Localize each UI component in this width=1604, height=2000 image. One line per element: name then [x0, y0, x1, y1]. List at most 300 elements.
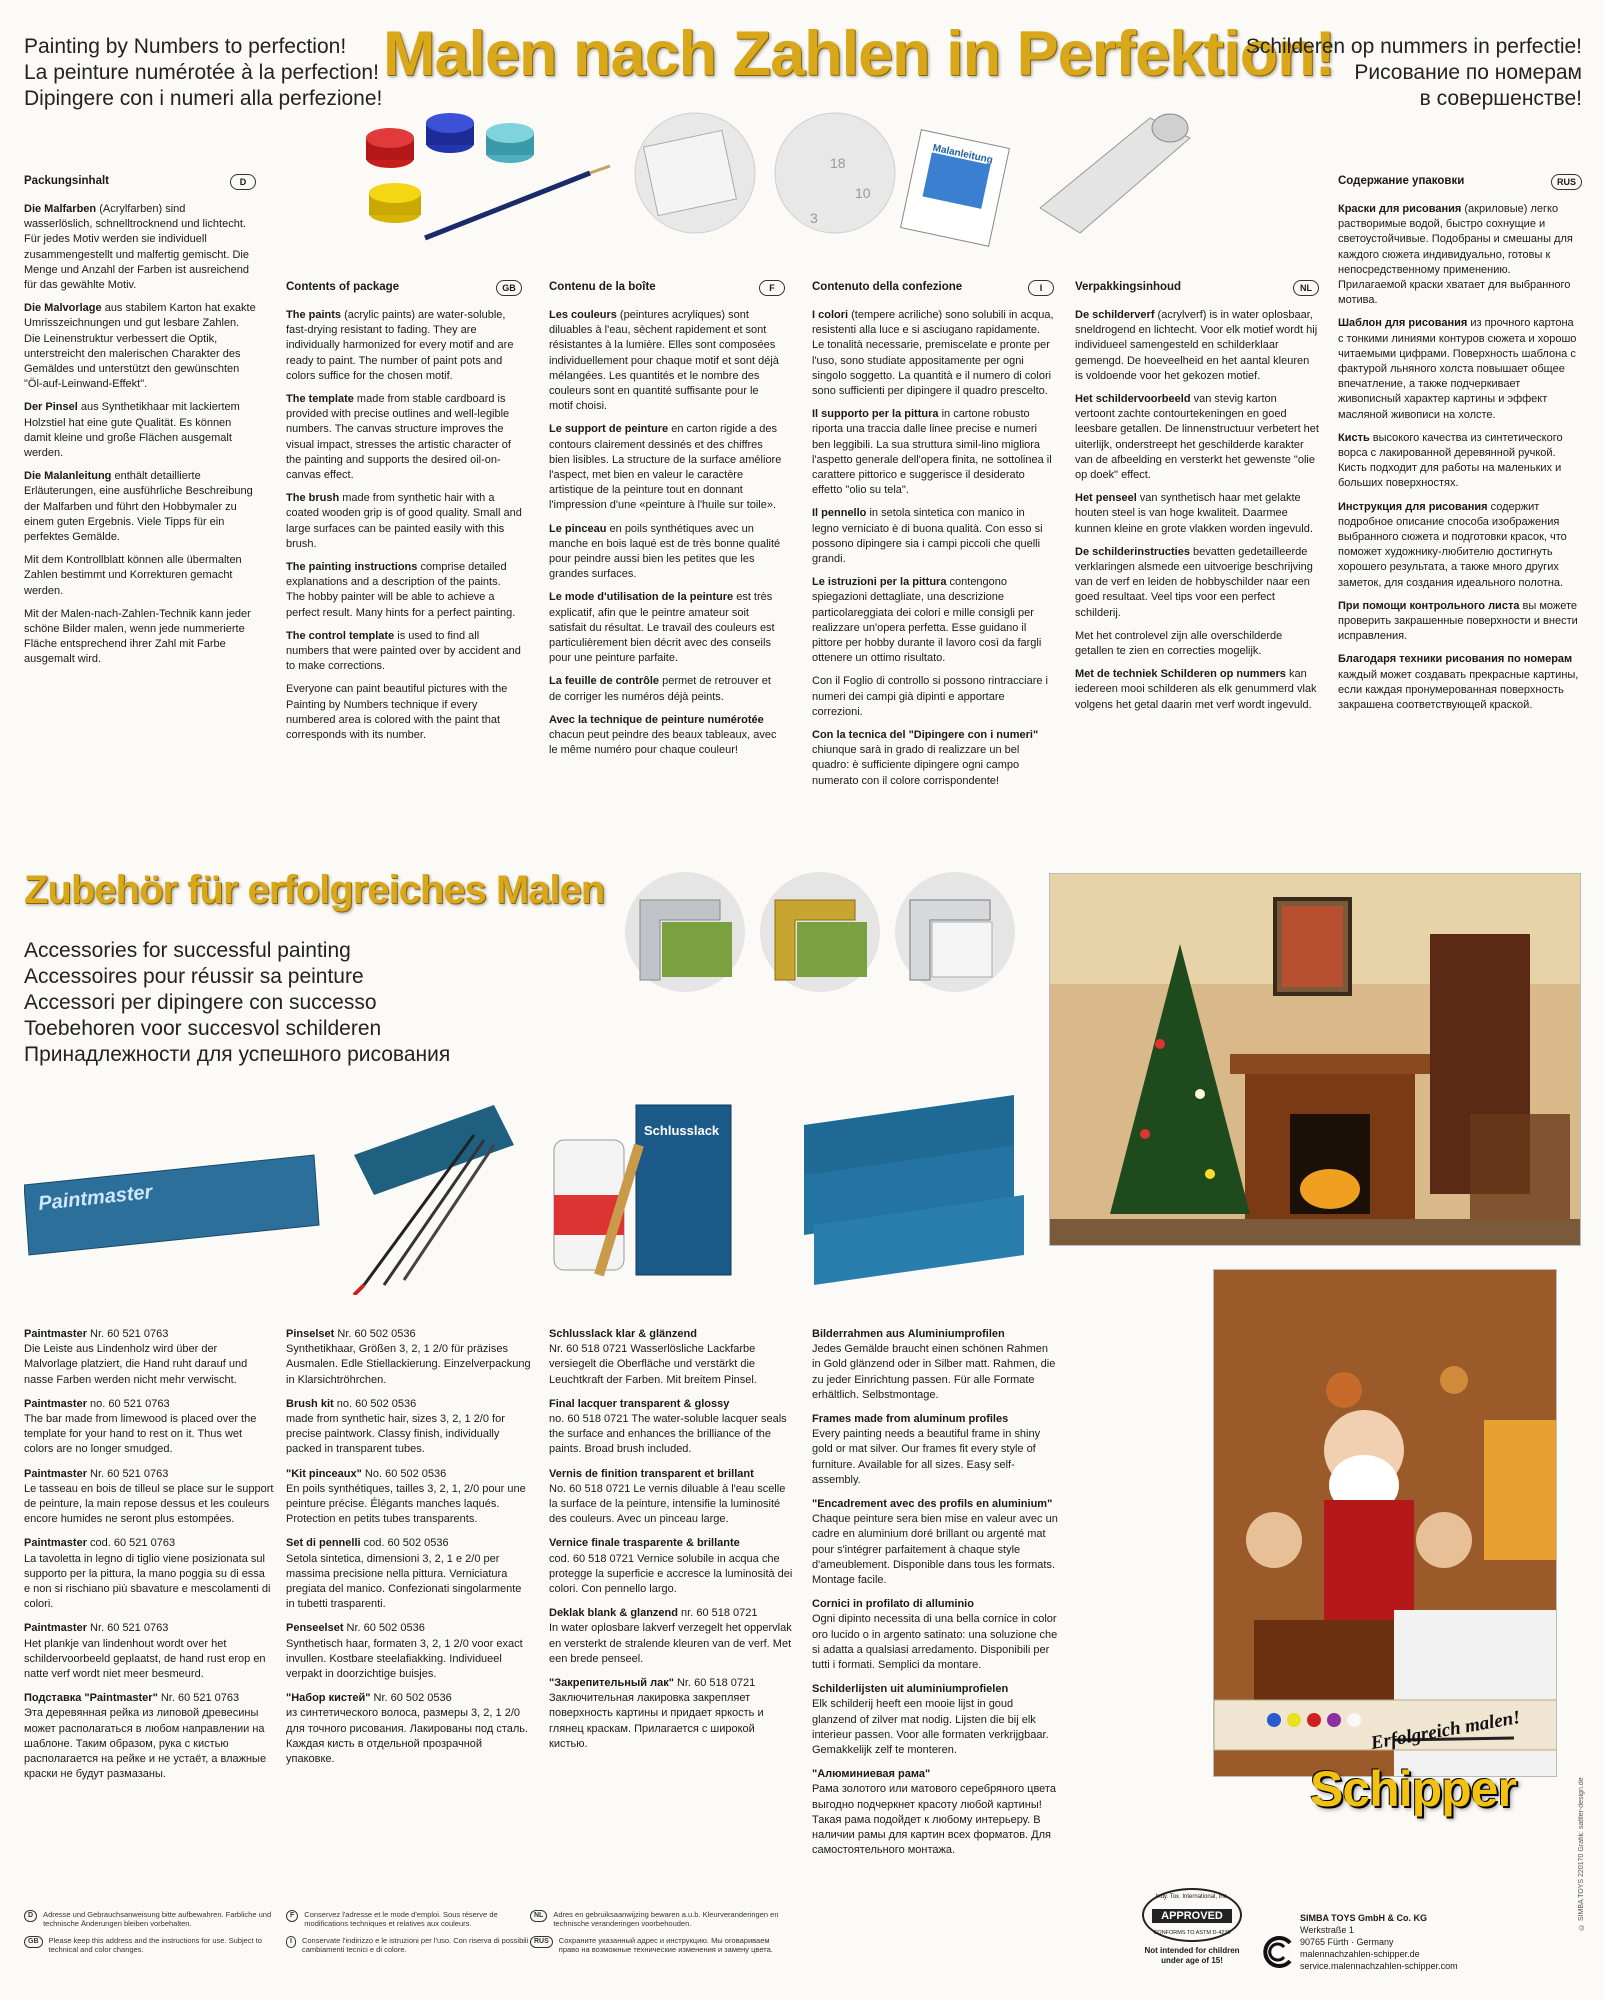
accessory-item-title: Set di pennelli	[286, 1537, 361, 1550]
accessory-item-title: Vernis de finition transparent et brillant	[549, 1467, 754, 1480]
paragraph-lead: Le mode d'utilisation de la peinture	[549, 591, 734, 604]
paragraph-text: aus Synthetikhaar mit lackiertem Holzstiel hat eine gute Qualität. Es können damit kleine und große Flächen ausgemalt werden.	[24, 401, 240, 460]
package-paragraph	[1338, 431, 1582, 492]
accessory-item	[286, 1691, 532, 1767]
seal-top-text: Indy. Tox. International, Inc.	[1155, 1894, 1229, 1900]
brand-name: Schipper	[1310, 1761, 1516, 1817]
address-line-2: 90765 Fürth · Germany	[1300, 1937, 1394, 1947]
frame-samples-illustration	[620, 870, 1030, 1000]
accessory-item-title: Schilderlijsten uit aluminiumprofielen	[812, 1683, 1009, 1696]
package-paragraph	[549, 308, 785, 414]
paragraph-text: permet de retrouver et de corriger les numéros déjà peints.	[549, 675, 771, 703]
package-heading-de: Packungsinhalt	[24, 175, 109, 188]
paragraph-text: Mit dem Kontrollblatt können alle übermalten Zahlen bestimmt und Korrekturen gemacht werden.	[24, 554, 242, 597]
page-title: Malen nach Zahlen in Perfektion!	[383, 19, 1335, 89]
final-lacquer-image	[554, 1105, 731, 1275]
accessory-item-heading	[812, 1682, 1058, 1697]
package-paras-nl	[1075, 308, 1319, 713]
service-link[interactable]: service.malennachzahlen-schipper.com	[1300, 1961, 1458, 1971]
accessory-item-description: made from synthetic hair, sizes 3, 2, 1 2/0 for precise paintwork. Classy finish, individually packed in transparent tubes.	[286, 1413, 505, 1456]
paragraph-text: in cartone robusto riporta una traccia dalle linee precise e numeri ben leggibili. La sua struttura simil-lino migliora l'aspetto generale dell'opera finita, ne sottolinea il carattere pittorico e suggerisce il desiderato effetto "olio su tela".	[812, 408, 1052, 497]
accessory-item-number: Nr. 60 521 0763	[86, 1328, 169, 1340]
paragraph-text: из прочного картона с тонкими линиями контуров сюжета и хорошо читаемыми цифрами. Поверхность шаблона с фактурой льняного холста повышает общее впечатление, а также подчеркивает живописный характер картины и эффект масляной живописи на холсте.	[1338, 317, 1577, 421]
paragraph-text: contengono spiegazioni dettagliate, una descrizione particolareggiata dei colori e mille consigli per realizzare un'opera perfetta. Esse guidano il pittore per hobby durante il lavoro così da fargli ottenere un ottimo risultato.	[812, 576, 1042, 665]
paragraph-lead: La feuille de contrôle	[549, 675, 660, 688]
header-line-ru-2: в совершенстве!	[1419, 87, 1582, 110]
paragraph-text: aus stabilem Karton hat exakte Umrisszeichnungen und gut lesbare Zahlen. Die Leinenstruktur verbessert die Optik, unterstreicht den malerischen Charakter des Gemäldes und unterstützt den gewünschten "Öl-auf-Leinwand-Effekt".	[24, 302, 256, 391]
accessory-item-heading	[549, 1536, 795, 1551]
accessory-item-title: Подставка "Paintmaster"	[24, 1692, 158, 1705]
package-paragraph	[24, 301, 256, 392]
accessory-item	[24, 1467, 274, 1528]
company-name: SIMBA TOYS GmbH & Co. KG	[1300, 1913, 1428, 1923]
package-paragraph	[1075, 667, 1319, 713]
package-paragraph	[286, 560, 522, 621]
package-paragraph	[1338, 599, 1582, 645]
accessory-item-title: Paintmaster	[24, 1537, 87, 1550]
paragraph-text: en carton rigide a des contours clairement dessinés et des chiffres bien lisibles. La structure de la surface améliore l'aspect, met bien en valeur le caractère artistique de la peinture tout en donnant l'impression d'une «peinture à l'huile sur toile».	[549, 423, 782, 512]
package-paragraph	[812, 728, 1054, 789]
paragraph-lead: De schilderverf	[1075, 309, 1155, 321]
accessories-column-frames	[812, 1327, 1058, 1868]
package-paragraph	[812, 674, 1054, 720]
package-paragraph	[1075, 545, 1319, 621]
accessory-item-heading	[549, 1397, 795, 1412]
paragraph-lead: Кисть	[1338, 431, 1370, 444]
paragraph-text: chacun peut peindre des beaux tableaux, avec le même numéro pour chaque couleur!	[549, 729, 777, 757]
accessories-subtitle-it: Accessori per dipingere con successo	[24, 991, 377, 1014]
paragraph-lead: The template	[286, 393, 354, 406]
accessory-item-title: Deklak blank & glanzend	[549, 1607, 678, 1620]
accessory-item-title: "Kit pinceaux"	[286, 1467, 362, 1480]
santa-painting-photo	[1213, 1269, 1557, 1777]
package-paragraph	[812, 506, 1054, 567]
accessory-item-heading	[812, 1327, 1058, 1342]
paragraph-lead: Die Malanleitung	[24, 470, 112, 483]
accessory-item	[286, 1327, 532, 1388]
package-column-ru	[1338, 174, 1582, 721]
paragraph-text: Everyone can paint beautiful pictures with the Painting by Numbers technique if every numbered area is colored with the paint that corresponds with its number.	[286, 683, 508, 742]
header-line-en: Painting by Numbers to perfection!	[24, 35, 347, 58]
accessory-item	[24, 1691, 274, 1782]
accessory-item-description: No. 60 518 0721 Le vernis diluable à l'eau scelle la surface de la peinture, intensifie la luminosité des couleurs. Avec un pinceau large.	[549, 1482, 786, 1526]
package-paragraph	[1338, 316, 1582, 422]
paragraph-text: enthält detaillierte Erläuterungen, eine ausführliche Beschreibung der Malfarben und führt den Hobbymaler zu einem guten Ergebnis. Viele Tipps für ein perfektes Gemälde.	[24, 470, 253, 544]
package-heading-nl: Verpakkingsinhoud	[1075, 281, 1182, 294]
package-paragraph	[549, 713, 785, 759]
accessory-item-title: Paintmaster	[24, 1622, 87, 1635]
accessory-item-number: cod. 60 502 0536	[360, 1537, 449, 1550]
package-paras-de	[24, 202, 256, 668]
accessory-item-heading	[812, 1497, 1058, 1512]
paragraph-text: made from synthetic hair with a coated wooden grip is of good quality. Small and large surfaces can be painted easily with this brush.	[286, 492, 522, 550]
lang-badge-it: I	[1028, 280, 1054, 296]
footer-note-it: I Conservate l'indirizzo e le istruzioni per l'uso. Con riserva di possibili cambiamenti tecnici e di colore.	[286, 1936, 534, 1954]
instructions-booklet-image	[901, 130, 1010, 247]
accessory-item	[286, 1621, 532, 1682]
accessory-item-heading	[286, 1691, 532, 1706]
accessory-item	[812, 1497, 1058, 1588]
paragraph-lead: Le istruzioni per la pittura	[812, 576, 947, 589]
accessory-item-title: Penseelset	[286, 1622, 344, 1635]
footer-note-nl: NL Adres en gebruiksaanwijzing bewaren a.u.b. Kleurveranderingen en technische veranderingen voorbehouden.	[530, 1910, 780, 1928]
lang-badge-gb: GB	[496, 280, 522, 296]
header-line-it: Dipingere con i numeri alla perfezione!	[24, 87, 383, 110]
lang-badge-fr: F	[759, 280, 785, 296]
paragraph-text: каждый может создавать прекрасные картины, если каждая пронумерованная поверхность закрашена соответствующей краской.	[1338, 668, 1579, 712]
accessory-item-description: Jedes Gemälde braucht einen schönen Rahmen in Gold glänzend oder in Silber matt. Rahmen, die zu jeder Einrichtung passen. Für alle Formate erhältlich. Selbstmontage.	[812, 1343, 1056, 1401]
package-column-fr	[549, 280, 785, 766]
accessory-item-description: In water oplosbare lakverf verzegelt het oppervlak en versterkt de stralende kleuren van de verf. Met een brede penseel.	[549, 1622, 792, 1665]
lang-badge-de: D	[230, 174, 256, 190]
package-paragraph	[812, 575, 1054, 666]
paragraph-text: is used to find all numbers that were painted over by accident and to make corrections.	[286, 629, 521, 673]
package-contents-illustration	[350, 98, 1210, 248]
package-paragraph	[1075, 629, 1319, 659]
paragraph-text: van stevig karton vertoont zachte contourtekeningen en goed leesbare getallen. De linnenstructuur verbetert het uiterlijk, onderstreept het geschilderde karakter van de afbeelding en versterkt het gewenste "olie op doek" effect.	[1075, 393, 1319, 482]
accessory-item-description: Die Leiste aus Lindenholz wird über der Malvorlage platziert, die Hand ruht darauf und nasse Farben werden nicht mehr verwischt.	[24, 1343, 248, 1386]
accessory-item-title: Cornici in profilato di alluminio	[812, 1598, 974, 1611]
paragraph-lead: Der Pinsel	[24, 401, 78, 414]
accessory-item-heading	[549, 1606, 795, 1621]
paragraph-lead: Les couleurs	[549, 309, 617, 321]
package-paragraph	[549, 674, 785, 704]
accessories-subtitles	[24, 938, 450, 1068]
accessory-item-title: Bilderrahmen aus Aluminiumprofilen	[812, 1328, 1005, 1340]
footer-note-ru: RUS Сохраните указанный адрес и инструкцию. Мы оговариваем право на возможные технические изменения и замену цвета.	[530, 1936, 780, 1954]
package-paragraph	[286, 682, 522, 743]
footer-notes	[24, 1910, 534, 1954]
paragraph-lead: I colori	[812, 309, 849, 321]
accessory-item-number: nr. 60 518 0721	[677, 1607, 758, 1620]
package-paragraph	[1075, 491, 1319, 537]
accessory-item-heading	[812, 1767, 1058, 1782]
accessory-item-description: Le tasseau en bois de tilleul se place sur le support de peinture, la main repose dessus et les couleurs encore humides ne seront plus estompées.	[24, 1482, 274, 1526]
paragraph-lead: Die Malfarben	[24, 203, 97, 215]
brand-tagline: Erfolgreich malen!	[1369, 1707, 1523, 1755]
accessory-item-heading	[286, 1467, 532, 1482]
seal-bottom-text: CONFORMS TO ASTM D-4236	[1153, 1930, 1231, 1936]
accessory-item-description: Ogni dipinto necessita di una bella cornice in color oro lucido o in argento satinato: una soluzione che si adatta a qualsiasi arredamento. Disponibili per tutti i formati. Semplici da montare.	[812, 1613, 1058, 1672]
accessory-item-number: Nr. 60 521 0763	[157, 1692, 240, 1705]
package-paragraph	[24, 202, 256, 293]
accessory-item-title: Frames made from aluminum profiles	[812, 1413, 1009, 1426]
paragraph-text: van synthetisch haar met gelakte houten steel is van hoge kwaliteit. Daarmee kunnen kleine en grote vlakken worden ingevuld.	[1075, 492, 1313, 535]
paragraph-lead: The control template	[286, 629, 395, 642]
paragraph-lead: Благодаря техники рисования по номерам	[1338, 653, 1573, 666]
paragraph-text: comprise detailed explanations and a description of the paints. The hobby painter will be able to achieve a perfect result. Many hints for a perfect painting.	[286, 561, 516, 619]
accessory-item	[24, 1621, 274, 1682]
accessory-item	[812, 1412, 1058, 1488]
accessory-item	[286, 1467, 532, 1528]
paragraph-lead: Шаблон для рисования	[1338, 317, 1468, 330]
accessories-subtitle-en: Accessories for successful painting	[24, 939, 351, 962]
svg-text:Malanleitung: Malanleitung	[931, 142, 994, 167]
accessory-item-heading	[24, 1536, 274, 1551]
footer-note-gb: GB Please keep this address and the instructions for use. Subject to technical and color changes.	[24, 1936, 272, 1954]
accessory-item-heading	[812, 1597, 1058, 1612]
accessory-item-title: Paintmaster	[24, 1328, 87, 1340]
paragraph-text: en poils synthétiques avec un manche en bois laqué est de très bonne qualité pour peindre aussi bien les petites que les grandes surfaces.	[549, 522, 781, 581]
svg-text:10: 10	[855, 185, 871, 201]
package-column-gb	[286, 280, 522, 751]
accessories-column-paintmaster	[24, 1327, 274, 1791]
svg-text:Schlusslack: Schlusslack	[644, 1123, 720, 1138]
accessory-item-number: Nr. 60 521 0763	[86, 1622, 169, 1635]
paragraph-text: Con il Foglio di controllo si possono rintracciare i numeri dei campi già dipinti e apportare correzioni.	[812, 675, 1048, 718]
accessories-column-brushes	[286, 1327, 532, 1776]
package-paras-fr	[549, 308, 785, 758]
paint-pots-image	[366, 113, 610, 238]
paragraph-text: (Acrylfarben) sind wasserlöslich, schnelltrocknend und lichtecht. Für jedes Motiv werden sie individuell zusammengestellt und malfertig gemischt. Die Menge und Anzahl der Farben ist ausreichend für das gewählte Motiv.	[24, 203, 250, 292]
package-heading-gb: Contents of package	[286, 281, 400, 294]
paragraph-lead: Avec la technique de peinture numérotée	[549, 713, 764, 726]
package-paragraph	[24, 469, 256, 545]
accessory-item-description: Эта деревянная рейка из липовой древесины может располагаться в любом направлении на шаблоне. Таким образом, рука с кистью располагается на рейке и не устаёт, а влажные краски не будут размазаны.	[24, 1707, 267, 1781]
package-paragraph	[286, 308, 522, 384]
paragraph-text: Mit der Malen-nach-Zahlen-Technik kann jeder schöne Bilder malen, wenn jede nummerierte Fläche entsprechend ihrer Zahl mit Farbe ausgemalt wird.	[24, 607, 251, 666]
accessory-item-title: "Закрепительный лак"	[549, 1677, 674, 1690]
simba-logo-icon	[1262, 1935, 1296, 1969]
package-paragraph	[549, 422, 785, 513]
accessory-item-heading	[24, 1691, 274, 1706]
brush-kit-image	[354, 1105, 514, 1295]
paragraph-text: in setola sintetica con manico in legno verniciato è di buona qualità. Con esso si possono dipingere sia i campi piccoli che quelli grandi.	[812, 507, 1043, 566]
approved-label: APPROVED	[1152, 1909, 1232, 1923]
package-paragraph	[549, 590, 785, 666]
accessory-item	[549, 1327, 795, 1388]
package-heading-fr: Contenu de la boîte	[549, 281, 656, 294]
accessory-item	[812, 1327, 1058, 1403]
accessory-item-number: Nr. 60 502 0536	[334, 1328, 416, 1340]
accessory-item-description: En poils synthétiques, tailles 3, 2, 1, 2/0 pour une peinture précise. Élégants manches laqués. Protection en petits tubes transparents.	[286, 1482, 526, 1526]
paragraph-text: (acrylic paints) are water-soluble, fast-drying resistant to fading. They are individually harmonized for every motif and are ready to paint. The number of paint pots and colors suffice for the chosen motif.	[286, 309, 514, 382]
header-line-nl: Schilderen op nummers in perfectie!	[1245, 35, 1582, 58]
paragraph-lead: Il supporto per la pittura	[812, 408, 939, 421]
package-paragraph	[1075, 308, 1319, 384]
package-paras-it	[812, 308, 1054, 789]
aluminium-frames-image	[804, 1095, 1024, 1285]
footer-note-fr: F Conservez l'adresse et le mode d'emploi. Sous réserve de modifications techniques et relatives aux couleurs.	[286, 1910, 534, 1928]
accessory-item-description: Рама золотого или матового серебряного цвета выгодно подчеркнет красоту любой картины! Такая рама подойдет к любому интерьеру. В наличии рамы для картин всех форматов. Для самостоятельного монтажа.	[812, 1783, 1056, 1857]
accessories-subtitle-nl: Toebehoren voor succesvol schilderen	[24, 1017, 382, 1040]
svg-text:3: 3	[810, 210, 818, 226]
accessory-item-title: "Набор кистей"	[286, 1692, 371, 1705]
accessory-item-heading	[286, 1536, 532, 1551]
accessory-item	[24, 1327, 274, 1388]
footer-note-de: D Adresse und Gebrauchsanweisung bitte aufbewahren. Farbliche und technische Änderungen bleiben vorbehalten.	[24, 1910, 272, 1928]
package-paragraph	[24, 607, 256, 668]
accessory-item-heading	[812, 1412, 1058, 1427]
accessory-item-description: Chaque peinture sera bien mise en valeur avec un cadre en aluminium doré brillant ou argenté mat pour s'intégrer parfaitement à chaque style d'ameublement. Disponible dans tous les formats. Montage facile.	[812, 1513, 1058, 1587]
accessory-item-description: Every painting needs a beautiful frame in shiny gold or mat silver. Our frames fit every style of furniture. Available for all sizes. Easy self-assembly.	[812, 1428, 1041, 1486]
accessory-item	[812, 1597, 1058, 1673]
package-paragraph	[286, 629, 522, 675]
package-paragraph	[286, 392, 522, 483]
header-right-lines	[1246, 34, 1582, 112]
accessory-item-description: The bar made from limewood is placed over the template for your hand to rest on it. Thus wet colors are no longer smudged.	[24, 1413, 257, 1456]
accessories-subtitle-ru: Принадлежности для успешного рисования	[24, 1043, 451, 1066]
lang-badge-nl: NL	[1293, 280, 1319, 296]
accessory-item-heading	[286, 1621, 532, 1636]
paragraph-text: chiunque sarà in grado di realizzare un bel quadro: è sufficiente dipingere ogni campo numerato con il colore corrispondente!	[812, 744, 1020, 787]
paragraph-text: est très explicatif, afin que le peintre amateur soit satisfait du résultat. Le travail des couleurs est particulièrement bien décrit avec des conseils pour une peinture parfaite.	[549, 591, 775, 665]
accessory-item-title: Paintmaster	[24, 1467, 87, 1480]
paragraph-lead: Met de techniek Schilderen op nummers	[1075, 668, 1286, 681]
accessory-item-description: Nr. 60 518 0721 Wasserlösliche Lackfarbe versiegelt die Oberfläche und verstärkt die Leuchtkraft der Farben. Mit breitem Pinsel.	[549, 1343, 757, 1386]
approved-seal	[1138, 1888, 1246, 1966]
accessory-item-number: Nr. 60 518 0721	[673, 1677, 756, 1690]
schipper-logo	[1310, 1707, 1560, 1860]
paragraph-lead: Il pennello	[812, 507, 867, 520]
accessory-item-title: Paintmaster	[24, 1397, 87, 1410]
accessory-item-title: "Алюминиевая рама"	[812, 1768, 931, 1781]
accessory-item	[549, 1467, 795, 1528]
lang-badge-ru: RUS	[1551, 174, 1582, 190]
age-warning: Not intended for children under age of 15!	[1144, 1946, 1240, 1965]
accessory-item	[286, 1536, 532, 1612]
accessory-item-heading	[24, 1467, 274, 1482]
accessory-item-heading	[286, 1397, 532, 1412]
accessory-item-description: no. 60 518 0721 The water-soluble lacquer seals the surface and enhances the brilliance of the paints. Broad brush included.	[549, 1413, 787, 1456]
package-paras-gb	[286, 308, 522, 743]
accessory-item-title: "Encadrement avec des profils en aluminium"	[812, 1498, 1053, 1511]
canvas-roll-image	[1040, 114, 1190, 233]
website-link[interactable]: malennachzahlen-schipper.de	[1300, 1949, 1420, 1959]
accessory-item-description: Заключительная лакировка закрепляет поверхность картины и придает яркость и глянец краскам. Прилагается с широкой кистью.	[549, 1692, 764, 1750]
svg-text:18: 18	[830, 155, 846, 171]
accessory-products-illustration	[24, 1085, 1024, 1295]
accessory-item-heading	[286, 1327, 532, 1342]
accessory-item-title: Schlusslack klar & glänzend	[549, 1328, 697, 1340]
accessory-item-heading	[549, 1676, 795, 1691]
accessory-item	[812, 1682, 1058, 1758]
accessory-item-title: Pinselset	[286, 1328, 335, 1340]
paragraph-text: (акриловые) легко растворимые водой, быстро сохнущие и светоустойчивые. Подобраны и смешаны для каждого сюжета индивидуально, готовы к непосредственному применению. Прилагаемой краски хватает для выбранного мотива.	[1338, 203, 1573, 307]
accessory-item-heading	[24, 1621, 274, 1636]
accessory-item	[549, 1397, 795, 1458]
accessory-item-description: Synthetikhaar, Größen 3, 2, 1 2/0 für präzises Ausmalen. Edle Stiellackierung. Einzelverpackung in Klarsichtröhrchen.	[286, 1343, 531, 1386]
footer-notes-2	[530, 1910, 780, 1954]
accessory-item-description: Elk schilderij heeft een mooie lijst in goud glanzend of zilver mat nodig. Lijsten die bij elk interieur passen. Voor alle formaten verkrijgbaar. Gemakkelijk zelf te monteren.	[812, 1698, 1049, 1757]
accessories-title: Zubehör für erfolgreiches Malen	[24, 868, 605, 912]
paragraph-text: (acrylverf) is in water oplosbaar, sneldrogend en lichtecht. Voor elk motief wordt hij individueel samengesteld en schilderklaar gemengd. De hoeveelheid en het aantal kleuren is voldoende voor het gekozen motief.	[1075, 309, 1318, 382]
control-sheet-image	[775, 113, 895, 233]
package-heading-ru: Содержание упаковки	[1338, 175, 1465, 188]
package-heading-it: Contenuto della confezione	[812, 281, 963, 294]
header-line-fr: La peinture numérotée à la perfection!	[24, 61, 379, 84]
paragraph-text: высокого качества из синтетического ворса с лакированной деревянной ручкой. Кисть подходит для работы на маленьких и больших поверхностях.	[1338, 431, 1563, 490]
accessory-item-number: no. 60 521 0763	[86, 1397, 170, 1410]
paragraph-text: содержит подробное описание способа изображения выбранного сюжета и подготовки красок, что поможет художнику-любителю достигнуть хорошего результата, а также много других заметок, для создания идеального полотна.	[1338, 500, 1567, 589]
paragraph-lead: Le support de peinture	[549, 423, 669, 436]
accessory-item	[24, 1536, 274, 1612]
accessory-item	[549, 1676, 795, 1752]
accessory-item-number: no. 60 502 0536	[333, 1397, 417, 1410]
paragraph-lead: При помощи контрольного листа	[1338, 599, 1520, 612]
paragraph-text: Met het controlevel zijn alle overschilderde getallen te zien en correcties mogelijk.	[1075, 629, 1283, 658]
paintmaster-box-image	[24, 1155, 319, 1255]
accessory-item-number: cod. 60 521 0763	[86, 1537, 176, 1550]
accessory-item	[549, 1536, 795, 1597]
accessory-item-description: из синтетического волоса, размеры 3, 2, 1 2/0 для точного рисования. Лакированы под сталь. Каждая кисть в отдельной прозрачной упаковке.	[286, 1707, 529, 1766]
accessory-item-description: Setola sintetica, dimensioni 3, 2, 1 e 2/0 per massima precisione nella pittura. Verniciatura pregiata del manico. Confezionati singolarmente in tubetti trasparenti.	[286, 1552, 522, 1611]
paragraph-text: bevatten gedetailleerde verklaringen alsmede een uitvoerige beschrijving van de verf en leiden de hobbyschilder naar een goed resultaat. Veel tips voor een perfect schilderij.	[1075, 545, 1313, 619]
christmas-living-room-photo	[1049, 873, 1581, 1246]
accessory-item-description: Het plankje van lindenhout wordt over het schildervoorbeeld geplaatst, de hand rust erop en natte verf wordt niet meer besmeurd.	[24, 1637, 266, 1681]
accessories-subtitle-fr: Accessoires pour réussir sa peinture	[24, 965, 364, 988]
accessory-item-description: La tavoletta in legno di tiglio viene posizionata sul supporto per la pittura, la mano poggia su di essa e non si rischiano più sbavature e mescolamenti di colori.	[24, 1552, 271, 1611]
paragraph-lead: The painting instructions	[286, 561, 418, 574]
header-line-ru-1: Рисование по номерам	[1354, 61, 1582, 84]
package-paragraph	[24, 400, 256, 461]
accessory-item	[812, 1767, 1058, 1858]
paragraph-lead: The brush	[286, 492, 340, 505]
accessory-item	[286, 1397, 532, 1458]
package-paragraph	[286, 491, 522, 552]
accessory-item-number: Nr. 60 521 0763	[86, 1467, 169, 1480]
accessory-item	[549, 1606, 795, 1667]
package-paragraph	[24, 553, 256, 599]
accessory-item-heading	[24, 1397, 274, 1412]
paragraph-lead: Het schildervoorbeeld	[1075, 393, 1191, 406]
address-line-1: Werkstraße 1	[1300, 1925, 1354, 1935]
seal-ring	[1142, 1888, 1242, 1942]
accessory-item-title: Vernice finale trasparente & brillante	[549, 1537, 740, 1550]
accessory-item-description: Synthetisch haar, formaten 3, 2, 1 2/0 voor exact invullen. Kostbare steelafiakking. Individueel verpakt in doorzichtige buisjes.	[286, 1637, 523, 1681]
accessory-item-heading	[549, 1467, 795, 1482]
accessory-item-number: Nr. 60 502 0536	[343, 1622, 425, 1635]
accessory-item-heading	[24, 1327, 274, 1342]
package-paragraph	[1338, 652, 1582, 713]
paragraph-lead: Краски для рисования	[1338, 203, 1462, 215]
header-left-lines	[24, 34, 382, 112]
paragraph-text: kan iedereen mooi schilderen als elk genummerd vlak volgens het getal daarin met verf wordt ingevuld.	[1075, 668, 1317, 711]
paragraph-lead: De schilderinstructies	[1075, 545, 1190, 558]
accessories-column-lacquer	[549, 1327, 795, 1761]
paragraph-lead: Die Malvorlage	[24, 302, 102, 315]
package-paragraph	[812, 308, 1054, 399]
package-paragraph	[1338, 202, 1582, 308]
package-paras-ru	[1338, 202, 1582, 713]
accessory-item-heading	[549, 1327, 795, 1342]
accessory-item-description: cod. 60 518 0721 Vernice solubile in acqua che protegge la superficie e accresce la luminosità dei colori. Con pennello largo.	[549, 1552, 793, 1596]
accessory-item-number: No. 60 502 0536	[361, 1467, 447, 1480]
print-code: © SIMBA TOYS 220170 Grafik: sattler-design.de	[1578, 1777, 1585, 1930]
package-paragraph	[812, 407, 1054, 498]
accessory-item-number: Nr. 60 502 0536	[370, 1692, 452, 1705]
paragraph-lead: Con la tecnica del "Dipingere con i numeri"	[812, 729, 1039, 742]
paragraph-lead: Инструкция для рисования	[1338, 500, 1488, 513]
package-column-de	[24, 174, 256, 676]
paragraph-lead: Le pinceau	[549, 522, 607, 535]
package-paragraph	[1338, 500, 1582, 591]
template-board-image	[635, 113, 755, 233]
package-column-nl	[1075, 280, 1319, 721]
paragraph-text: вы можете проверить закрашенные поверхности и внести исправления.	[1338, 599, 1578, 643]
paragraph-text: (peintures acryliques) sont diluables à l'eau, sèchent rapidement et sont résistantes à la lumière. Elles sont composées individuellement pour chaque motif et sont déjà mélangées. Les quantités et le nombre des couleurs sont en quantité suffisante pour le motif choisi.	[549, 309, 779, 413]
package-column-it	[812, 280, 1054, 797]
accessory-item	[24, 1397, 274, 1458]
paragraph-lead: Het penseel	[1075, 492, 1137, 505]
accessory-item-title: Final lacquer transparent & glossy	[549, 1397, 730, 1410]
paragraph-text: (tempere acriliche) sono solubili in acqua, resistenti alla luce e si asciugano rapidamente. Le tonalità necessarie, premiscelate e pronte per l'uso, sono studiate appositamente per ogni singolo soggetto. La quantità e il numero di colori sono sufficienti per dipingere il quadro prescelto.	[812, 309, 1054, 398]
package-paragraph	[549, 522, 785, 583]
company-address	[1300, 1912, 1458, 1972]
accessory-item-title: Brush kit	[286, 1397, 334, 1410]
package-paragraph	[1075, 392, 1319, 483]
paragraph-lead: The paints	[286, 309, 342, 321]
